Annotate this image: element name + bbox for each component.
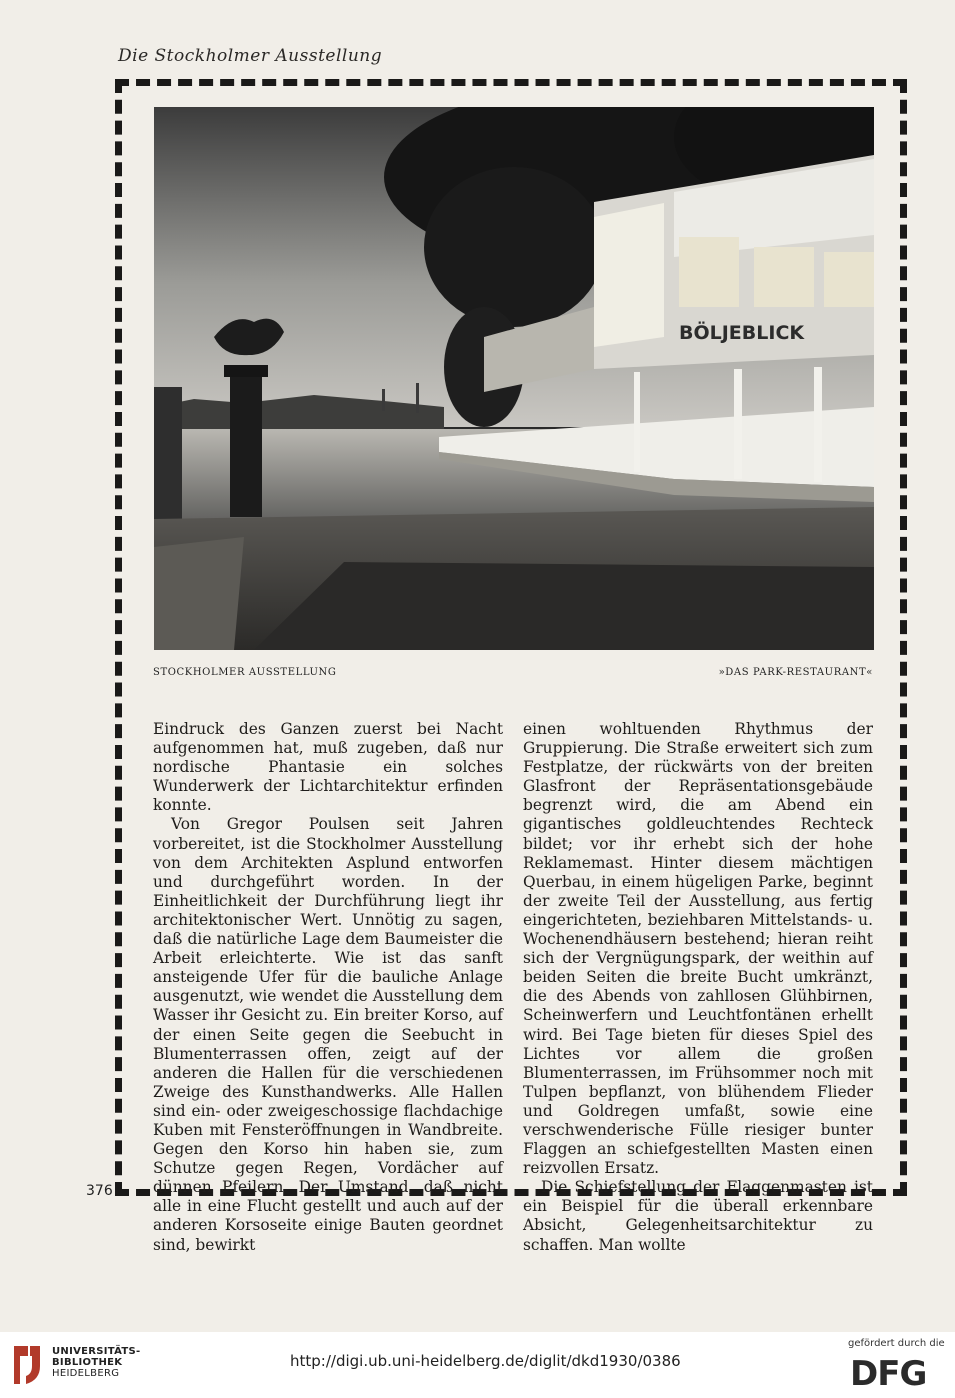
funder-note: gefördert durch die (848, 1338, 945, 1349)
photo-illustration (154, 107, 874, 650)
paragraph: Von Gregor Poulsen seit Jahren vorbereitet, ist die Stockholmer Ausstellung von dem Architekten Asplund entworfen und durchgeführt worden. In der Einheitlichkeit der Durchführung liegt ihr architektonischer Wert. Unnötig zu sagen, daß die natürliche Lage dem Baumeister die Arbeit erleichterte. Wie ist das sanft ansteigende Ufer für die bauliche Anlage ausgenutzt, wie wendet die Ausstellung dem Wasser ihr Gesicht zu. Ein breiter Korso, auf der einen Seite gegen die Seebucht in Blumenterrassen offen, zeigt auf der anderen die Hallen für die verschiedenen Zweige des Kunsthandwerks. Alle Hallen sind ein- oder zweigeschossige flachdachige Kuben mit Fensteröffnungen in Wandbreite. Gegen den Korso hin haben sie, zum Schutze gegen Regen, Vordächer auf dünnen Pfeilern. Der Umstand, daß nicht alle in eine Flucht gestellt und auch auf der anderen Korsoseite einige Bauten geordnet sind, bewirkt (153, 815, 503, 1254)
text-column-right (523, 720, 873, 1255)
library-line-2: BIBLIOTHEK (52, 1357, 123, 1368)
library-line-3: HEIDELBERG (52, 1368, 120, 1379)
caption-right: »DAS PARK-RESTAURANT« (718, 667, 873, 678)
restaurant-sign: BÖLJEBLICK (679, 322, 805, 344)
caption-left: STOCKHOLMER AUSSTELLUNG (153, 667, 337, 678)
paragraph: Eindruck des Ganzen zuerst bei Nacht aufgenommen hat, muß zugeben, daß nur nordische Phantasie ein solches Wunderwerk der Lichtarchitektur erfinden konnte. (153, 720, 503, 815)
photograph-park-restaurant (154, 107, 874, 650)
paragraph: Die Schiefstellung der Flaggenmasten ist ein Beispiel für die überall erkennbare Absicht, Gelegenheitsarchitektur zu schaffen. Man wollte (523, 1178, 873, 1254)
source-url[interactable]: http://digi.ub.uni-heidelberg.de/diglit/dkd1930/0386 (290, 1352, 681, 1370)
university-seal-icon (8, 1342, 46, 1388)
text-column-left (153, 720, 503, 1255)
page-number: 376 (86, 1183, 113, 1199)
paragraph: einen wohltuenden Rhythmus der Gruppierung. Die Straße erweitert sich zum Festplatze, der rückwärts von der breiten Glasfront der Repräsentationsgebäude begrenzt wird, die am Abend ein gigantisches goldleuchtendes Rechteck bildet; vor ihr erhebt sich der hohe Reklamemast. Hinter diesem mächtigen Querbau, in einem hügeligen Parke, beginnt der zweite Teil der Ausstellung, aus fertig eingerichteten, beziehbaren Mittelstands- u. Wochenendhäusern bestehend; hieran reiht sich der Vergnügungspark, der weithin auf beiden Seiten die breite Bucht umkränzt, die des Abends von zahllosen Glühbirnen, Scheinwerfern und Leuchtfontänen erhellt wird. Bei Tage bieten für dieses Spiel des Lichtes vor allem die großen Blumenterrassen, im Frühsommer noch mit Tulpen bepflanzt, von blühendem Flieder und Goldregen umfaßt, sowie eine verschwenderische Fülle riesiger bunter Flaggen an schiefgestellten Masten einen reizvollen Ersatz. (523, 720, 873, 1178)
library-line-1: UNIVERSITÄTS- (52, 1346, 141, 1357)
running-head: Die Stockholmer Ausstellung (118, 46, 383, 66)
library-name (52, 1346, 141, 1379)
footer-bar (0, 1332, 955, 1398)
dfg-logo: DFG (850, 1354, 927, 1394)
